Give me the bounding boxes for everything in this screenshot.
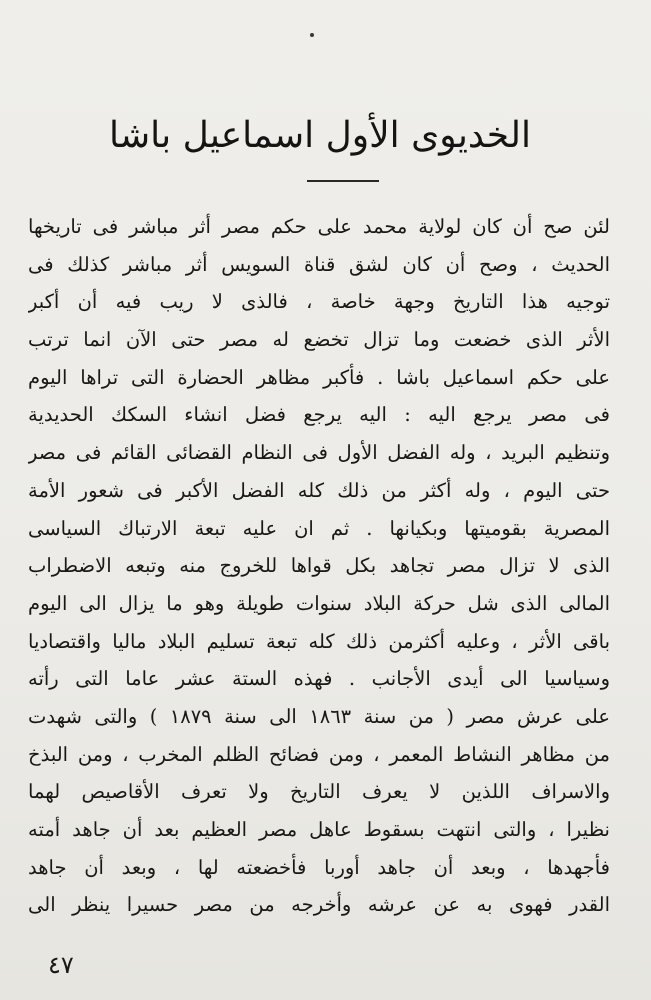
text-line: الأثر الذى خضعت وما تزال تخضع له مصر حتى الآن انما ترتب xyxy=(28,328,610,352)
title-rule xyxy=(307,180,379,182)
dot-mark xyxy=(310,33,314,37)
text-line: من مظاهر النشاط المعمر ، ومن فضائح الظلم المخرب ، ومن البذخ xyxy=(28,742,610,766)
text-line: لئن صح أن كان لولاية محمد على حكم مصر أثر مباشر فى تاريخها xyxy=(28,215,610,238)
text-line: توجيه هذا التاريخ وجهة خاصة ، فالذى لا ريب فيه أن أكبر xyxy=(28,290,610,314)
text-line: على عرش مصر ( من سنة ١٨٦٣ الى سنة ١٨٧٩ ) والتى شهدت xyxy=(28,704,610,728)
page-number: ٤٧ xyxy=(48,951,74,979)
text-line: الحديث ، وصح أن كان لشق قناة السويس أثر مباشر كذلك فى xyxy=(28,252,610,276)
text-line: فأجهدها ، وبعد أن جاهد أوربا فأخضعته لها ، وبعد أن جاهد xyxy=(28,855,610,879)
text-line: الذى لا تزال مصر تجاهد بكل قواها للخروج منه وتبعه الاضطراب xyxy=(28,554,610,578)
text-line: حتى اليوم ، وله أكثر من ذلك كله الفضل الأكبر فى شعور الأمة xyxy=(28,478,610,502)
text-line: المصرية بقوميتها وبكيانها . ثم ان عليه تبعة الارتباك السياسى xyxy=(28,516,610,540)
text-line: المالى الذى شل حركة البلاد سنوات طويلة وهو ما يزال الى اليوم xyxy=(28,591,610,615)
text-line: القدر فهوى به عن عرشه وأخرجه من مصر حسيرا ينظر الى xyxy=(28,893,610,917)
text-line: نظيرا ، والتى انتهت بسقوط عاهل مصر العظيم بعد أن جاهد أمته xyxy=(28,818,610,841)
text-line: وتنظيم البريد ، وله الفضل الأول فى النظام القضائى القائم فى مصر xyxy=(28,441,610,465)
text-line: فى مصر يرجع اليه : اليه يرجع فضل انشاء السكك الحديدية xyxy=(28,403,610,427)
text-line: وسياسيا الى أيدى الأجانب . فهذه الستة عشر عاما التى رأته xyxy=(28,667,610,691)
text-line: والاسراف اللذين لا يعرف التاريخ ولا تعرف الأقاصيص لهما xyxy=(28,780,610,804)
text-line: على حكم اسماعيل باشا . فأكبر مظاهر الحضارة التى تراها اليوم xyxy=(28,365,610,389)
text-line: باقى الأثر ، وعليه أكثرمن ذلك كله تبعة تسليم البلاد ماليا واقتصاديا xyxy=(28,629,610,653)
body-text xyxy=(28,208,610,924)
chapter-title: الخديوى الأول اسماعيل باشا xyxy=(109,115,531,156)
